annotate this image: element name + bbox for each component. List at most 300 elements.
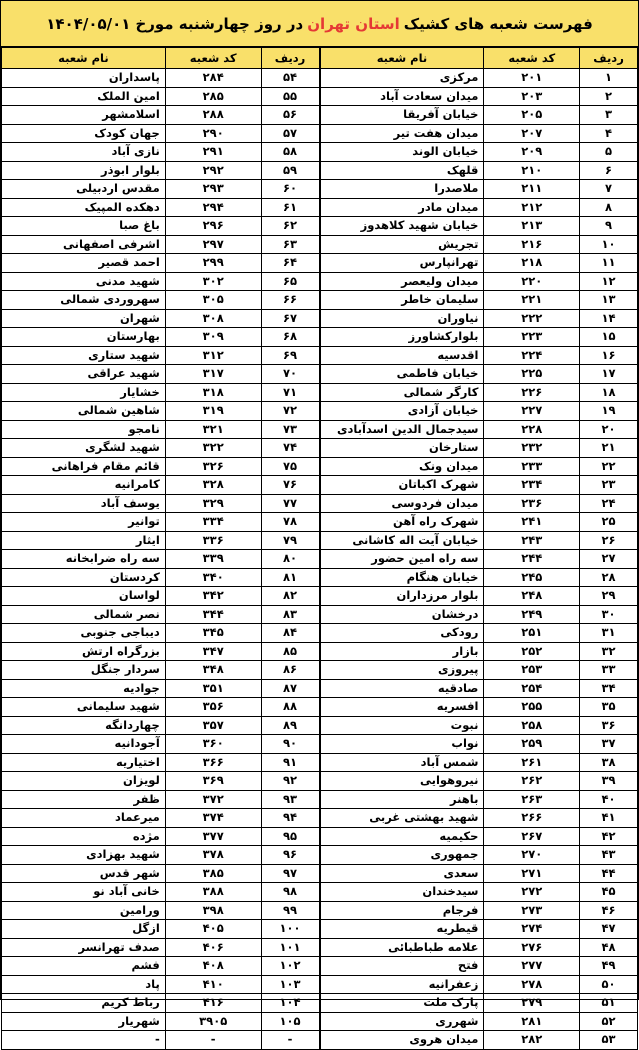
table-row bbox=[2, 735, 320, 754]
row-number: ۶۴ bbox=[261, 254, 319, 273]
branch-code: ۲۲۲ bbox=[484, 309, 580, 328]
header-branch-name: نام شعبه bbox=[2, 48, 166, 69]
row-number: ۵۶ bbox=[261, 106, 319, 125]
branch-code: ۲۰۳ bbox=[484, 87, 580, 106]
branch-name: پاسداران bbox=[2, 69, 166, 88]
table-row bbox=[2, 809, 320, 828]
branch-name: خیابان آفریقا bbox=[320, 106, 484, 125]
table-row bbox=[320, 550, 638, 569]
table-row bbox=[320, 272, 638, 291]
branch-name: امین الملک bbox=[2, 87, 166, 106]
branch-code: ۲۷۳ bbox=[484, 901, 580, 920]
branch-name: شهید ستاری bbox=[2, 346, 166, 365]
table-row bbox=[2, 716, 320, 735]
branch-code: ۲۴۹ bbox=[484, 605, 580, 624]
row-number: ۱۰۳ bbox=[261, 975, 319, 994]
branch-name: ورامین bbox=[2, 901, 166, 920]
row-number: ۷۲ bbox=[261, 402, 319, 421]
branch-name: بهارستان bbox=[2, 328, 166, 347]
branch-name: بلوار مرزداران bbox=[320, 587, 484, 606]
branch-name: یوسف آباد bbox=[2, 494, 166, 513]
branch-code: ۲۲۳ bbox=[484, 328, 580, 347]
branch-code: ۳۰۲ bbox=[165, 272, 261, 291]
row-number: ۶ bbox=[580, 161, 638, 180]
row-number: ۹ bbox=[580, 217, 638, 236]
branch-code: ۳۲۱ bbox=[165, 420, 261, 439]
row-number: ۸۶ bbox=[261, 661, 319, 680]
table-row bbox=[320, 531, 638, 550]
row-number: ۸۸ bbox=[261, 698, 319, 717]
branch-name: نیاوران bbox=[320, 309, 484, 328]
branch-code: ۲۵۴ bbox=[484, 679, 580, 698]
title-mid: در روز چهارشنبه مورخ bbox=[135, 14, 304, 33]
table-row bbox=[2, 827, 320, 846]
branch-code: ۲۸۵ bbox=[165, 87, 261, 106]
branch-code: ۲۷۸ bbox=[484, 975, 580, 994]
branch-code: ۳۲۹ bbox=[165, 494, 261, 513]
row-number: - bbox=[261, 1031, 319, 1050]
branch-name: آجودانیه bbox=[2, 735, 166, 754]
branch-name: خیابان آیت اله کاشانی bbox=[320, 531, 484, 550]
branch-name: ایثار bbox=[2, 531, 166, 550]
branch-name: سهروردی شمالی bbox=[2, 291, 166, 310]
branch-code: ۲۳۶ bbox=[484, 494, 580, 513]
branch-code: ۲۳۴ bbox=[484, 476, 580, 495]
row-number: ۳۶ bbox=[580, 716, 638, 735]
branch-code: ۲۹۷ bbox=[165, 235, 261, 254]
row-number: ۲۷ bbox=[580, 550, 638, 569]
branch-name: خیابان فاطمی bbox=[320, 365, 484, 384]
row-number: ۸۰ bbox=[261, 550, 319, 569]
table-row bbox=[2, 605, 320, 624]
branch-name: ظفر bbox=[2, 790, 166, 809]
row-number: ۱۲ bbox=[580, 272, 638, 291]
table-row bbox=[2, 846, 320, 865]
branch-name: تهرانپارس bbox=[320, 254, 484, 273]
branch-code: ۳۷۷ bbox=[165, 827, 261, 846]
row-number: ۷۴ bbox=[261, 439, 319, 458]
branch-name: شهر قدس bbox=[2, 864, 166, 883]
branch-name: اسلامشهر bbox=[2, 106, 166, 125]
table-row bbox=[320, 328, 638, 347]
branch-name: - bbox=[2, 1031, 166, 1050]
branch-name: حکیمیه bbox=[320, 827, 484, 846]
branch-code: ۳۷۲ bbox=[165, 790, 261, 809]
branch-code: ۲۷۴ bbox=[484, 920, 580, 939]
title-highlight: استان تهران bbox=[307, 14, 400, 33]
branch-code: ۲۰۷ bbox=[484, 124, 580, 143]
table-row bbox=[320, 624, 638, 643]
branch-code: ۳۰۸ bbox=[165, 309, 261, 328]
branch-code: ۲۲۶ bbox=[484, 383, 580, 402]
row-number: ۲۲ bbox=[580, 457, 638, 476]
branch-code: ۳۳۴ bbox=[165, 513, 261, 532]
table-row bbox=[320, 439, 638, 458]
row-number: ۹۷ bbox=[261, 864, 319, 883]
table-row bbox=[2, 328, 320, 347]
row-number: ۲ bbox=[580, 87, 638, 106]
row-number: ۶۳ bbox=[261, 235, 319, 254]
branch-code: ۲۳۲ bbox=[484, 439, 580, 458]
table-row bbox=[2, 587, 320, 606]
branch-code: ۳۴۵ bbox=[165, 624, 261, 643]
table-row bbox=[2, 272, 320, 291]
branch-name: مژده bbox=[2, 827, 166, 846]
table-row bbox=[2, 753, 320, 772]
row-number: ۴۳ bbox=[580, 846, 638, 865]
table-row bbox=[2, 402, 320, 421]
row-number: ۳۰ bbox=[580, 605, 638, 624]
branch-name: قیطریه bbox=[320, 920, 484, 939]
row-number: ۴۹ bbox=[580, 957, 638, 976]
branch-name: شهران bbox=[2, 309, 166, 328]
branch-name: باغ صبا bbox=[2, 217, 166, 236]
row-number: ۴۸ bbox=[580, 938, 638, 957]
table-header-row bbox=[2, 48, 320, 69]
row-number: ۵ bbox=[580, 143, 638, 162]
row-number: ۸۵ bbox=[261, 642, 319, 661]
table-row bbox=[320, 476, 638, 495]
branch-name: اقدسیه bbox=[320, 346, 484, 365]
branch-code: ۲۲۰ bbox=[484, 272, 580, 291]
branch-code: ۲۸۴ bbox=[165, 69, 261, 88]
table-row bbox=[320, 679, 638, 698]
branch-code: ۲۲۵ bbox=[484, 365, 580, 384]
table-row bbox=[320, 346, 638, 365]
row-number: ۴۲ bbox=[580, 827, 638, 846]
table-row bbox=[320, 883, 638, 902]
branch-name: توانیر bbox=[2, 513, 166, 532]
branch-name: شهید بهشتی غربی bbox=[320, 809, 484, 828]
row-number: ۵۵ bbox=[261, 87, 319, 106]
table-row bbox=[320, 642, 638, 661]
table-row bbox=[2, 624, 320, 643]
table-row bbox=[2, 550, 320, 569]
branch-name: شهرک اکباتان bbox=[320, 476, 484, 495]
branch-name: سیدخندان bbox=[320, 883, 484, 902]
row-number: ۷۵ bbox=[261, 457, 319, 476]
table-row bbox=[320, 494, 638, 513]
branch-code: ۲۴۸ bbox=[484, 587, 580, 606]
branch-code: ۲۶۳ bbox=[484, 790, 580, 809]
branch-code: ۲۷۲ bbox=[484, 883, 580, 902]
branch-code: ۲۰۹ bbox=[484, 143, 580, 162]
row-number: ۲۹ bbox=[580, 587, 638, 606]
branch-code: ۲۳۳ bbox=[484, 457, 580, 476]
row-number: ۱۰ bbox=[580, 235, 638, 254]
table-row bbox=[320, 513, 638, 532]
branch-code: ۲۹۰ bbox=[165, 124, 261, 143]
branch-code: ۲۷۶ bbox=[484, 938, 580, 957]
row-number: ۳۱ bbox=[580, 624, 638, 643]
row-number: ۴۷ bbox=[580, 920, 638, 939]
row-number: ۷۱ bbox=[261, 383, 319, 402]
row-number: ۳ bbox=[580, 106, 638, 125]
branch-code: ۳۴۸ bbox=[165, 661, 261, 680]
row-number: ۵۲ bbox=[580, 1012, 638, 1031]
branch-code: ۳۱۷ bbox=[165, 365, 261, 384]
table-row bbox=[2, 291, 320, 310]
branch-code: ۳۵۱ bbox=[165, 679, 261, 698]
row-number: ۴ bbox=[580, 124, 638, 143]
table-row bbox=[320, 957, 638, 976]
table-row bbox=[320, 901, 638, 920]
branch-code: ۳۱۸ bbox=[165, 383, 261, 402]
branch-name: سعدی bbox=[320, 864, 484, 883]
row-number: ۱۳ bbox=[580, 291, 638, 310]
table-header-row bbox=[320, 48, 638, 69]
table-row bbox=[320, 938, 638, 957]
table-row bbox=[320, 827, 638, 846]
table-row bbox=[2, 439, 320, 458]
table-row bbox=[2, 457, 320, 476]
branch-name: ستارخان bbox=[320, 439, 484, 458]
header-branch-name: نام شعبه bbox=[320, 48, 484, 69]
table-row bbox=[2, 143, 320, 162]
branch-code: ۲۷۹ bbox=[484, 994, 580, 1013]
branch-name: کامرانیه bbox=[2, 476, 166, 495]
table-row bbox=[320, 180, 638, 199]
branch-code: ۲۹۱ bbox=[165, 143, 261, 162]
table-row bbox=[2, 642, 320, 661]
branch-name: اشرفی اصفهانی bbox=[2, 235, 166, 254]
table-row bbox=[2, 69, 320, 88]
row-number: ۵۱ bbox=[580, 994, 638, 1013]
branch-name: احمد قصیر bbox=[2, 254, 166, 273]
branch-name: میدان فردوسی bbox=[320, 494, 484, 513]
branch-code: ۲۱۰ bbox=[484, 161, 580, 180]
branch-name: شهید سلیمانی bbox=[2, 698, 166, 717]
table-row bbox=[320, 291, 638, 310]
table-row bbox=[320, 735, 638, 754]
table-row bbox=[320, 920, 638, 939]
branch-name: میدان هفت تیر bbox=[320, 124, 484, 143]
row-number: ۹۲ bbox=[261, 772, 319, 791]
table-row bbox=[320, 198, 638, 217]
branch-name: خشایار bbox=[2, 383, 166, 402]
table-row bbox=[320, 420, 638, 439]
table-row bbox=[2, 476, 320, 495]
row-number: ۱۰۰ bbox=[261, 920, 319, 939]
row-number: ۶۵ bbox=[261, 272, 319, 291]
branch-name: بلوار ابوذر bbox=[2, 161, 166, 180]
table-row bbox=[320, 587, 638, 606]
row-number: ۱۷ bbox=[580, 365, 638, 384]
table-row bbox=[320, 309, 638, 328]
table-row bbox=[2, 180, 320, 199]
branch-name: خیابان شهید کلاهدوز bbox=[320, 217, 484, 236]
branch-code: ۲۱۸ bbox=[484, 254, 580, 273]
branch-name: پارک ملت bbox=[320, 994, 484, 1013]
row-number: ۱۰۱ bbox=[261, 938, 319, 957]
row-number: ۸۳ bbox=[261, 605, 319, 624]
table-row bbox=[320, 809, 638, 828]
table-row bbox=[2, 772, 320, 791]
branch-code: ۳۹۸ bbox=[165, 901, 261, 920]
row-number: ۷۶ bbox=[261, 476, 319, 495]
branch-name: سلیمان خاطر bbox=[320, 291, 484, 310]
branch-name: باهنر bbox=[320, 790, 484, 809]
branch-name: فشم bbox=[2, 957, 166, 976]
branch-code: ۳۸۸ bbox=[165, 883, 261, 902]
row-number: ۶۱ bbox=[261, 198, 319, 217]
branch-code: - bbox=[165, 1031, 261, 1050]
table-row bbox=[2, 346, 320, 365]
branch-code: ۳۰۵ bbox=[165, 291, 261, 310]
branch-code: ۳۳۶ bbox=[165, 531, 261, 550]
row-number: ۳۹ bbox=[580, 772, 638, 791]
branch-name: شهرری bbox=[320, 1012, 484, 1031]
branch-code: ۴۰۶ bbox=[165, 938, 261, 957]
row-number: ۷۹ bbox=[261, 531, 319, 550]
branch-name: شهید بهزادی bbox=[2, 846, 166, 865]
row-number: ۶۰ bbox=[261, 180, 319, 199]
branch-table-left bbox=[1, 47, 320, 1050]
branch-code: ۳۲۸ bbox=[165, 476, 261, 495]
branch-name: رباط کریم bbox=[2, 994, 166, 1013]
row-number: ۶۷ bbox=[261, 309, 319, 328]
table-row bbox=[2, 920, 320, 939]
row-number: ۱۰۴ bbox=[261, 994, 319, 1013]
branch-name: فرجام bbox=[320, 901, 484, 920]
branch-name: شاهین شمالی bbox=[2, 402, 166, 421]
branch-name: افسریه bbox=[320, 698, 484, 717]
row-number: ۵۹ bbox=[261, 161, 319, 180]
table-row bbox=[320, 716, 638, 735]
row-number: ۹۳ bbox=[261, 790, 319, 809]
branch-name: مرکزی bbox=[320, 69, 484, 88]
branch-name: سردار جنگل bbox=[2, 661, 166, 680]
row-number: ۴۶ bbox=[580, 901, 638, 920]
branch-code: ۲۲۸ bbox=[484, 420, 580, 439]
row-number: ۹۰ bbox=[261, 735, 319, 754]
branch-name: مقدس اردبیلی bbox=[2, 180, 166, 199]
branch-name: میدان ولیعصر bbox=[320, 272, 484, 291]
branch-code: ۳۷۴ bbox=[165, 809, 261, 828]
branch-name: خیابان الوند bbox=[320, 143, 484, 162]
row-number: ۵۷ bbox=[261, 124, 319, 143]
row-number: ۸۴ bbox=[261, 624, 319, 643]
branch-name: نواب bbox=[320, 735, 484, 754]
table-row bbox=[2, 994, 320, 1013]
branch-code: ۳۳۹ bbox=[165, 550, 261, 569]
row-number: ۵۰ bbox=[580, 975, 638, 994]
table-row bbox=[2, 161, 320, 180]
table-row bbox=[2, 975, 320, 994]
branch-code: ۲۷۱ bbox=[484, 864, 580, 883]
branch-code: ۳۹۰۵ bbox=[165, 1012, 261, 1031]
table-row bbox=[320, 87, 638, 106]
branch-name: لواسان bbox=[2, 587, 166, 606]
row-number: ۱۰۲ bbox=[261, 957, 319, 976]
header-row-number: ردیف bbox=[580, 48, 638, 69]
branch-code: ۴۱۶ bbox=[165, 994, 261, 1013]
table-row bbox=[2, 124, 320, 143]
table-row bbox=[320, 365, 638, 384]
branch-name: ملاصدرا bbox=[320, 180, 484, 199]
branch-name: دهکده المپیک bbox=[2, 198, 166, 217]
table-row bbox=[320, 568, 638, 587]
table-row bbox=[320, 994, 638, 1013]
branch-code: ۲۲۱ bbox=[484, 291, 580, 310]
table-row bbox=[2, 365, 320, 384]
branch-code: ۲۵۵ bbox=[484, 698, 580, 717]
row-number: ۳۷ bbox=[580, 735, 638, 754]
branch-code: ۲۶۶ bbox=[484, 809, 580, 828]
table-row bbox=[2, 679, 320, 698]
branch-code: ۲۹۹ bbox=[165, 254, 261, 273]
table-row bbox=[320, 975, 638, 994]
branch-code: ۲۵۳ bbox=[484, 661, 580, 680]
branch-name: شهید لشگری bbox=[2, 439, 166, 458]
title-date: ۱۴۰۴/۰۵/۰۱ bbox=[46, 14, 131, 33]
table-row bbox=[320, 864, 638, 883]
branch-code: ۳۲۲ bbox=[165, 439, 261, 458]
table-row bbox=[2, 864, 320, 883]
branch-code: ۲۱۲ bbox=[484, 198, 580, 217]
branch-name: صدف تهرانسر bbox=[2, 938, 166, 957]
branch-code: ۲۶۲ bbox=[484, 772, 580, 791]
branch-name: اختیاریه bbox=[2, 753, 166, 772]
branch-code: ۲۴۱ bbox=[484, 513, 580, 532]
branch-code: ۲۵۲ bbox=[484, 642, 580, 661]
table-row bbox=[2, 957, 320, 976]
branch-code: ۳۴۲ bbox=[165, 587, 261, 606]
row-number: ۱۴ bbox=[580, 309, 638, 328]
table-row bbox=[2, 661, 320, 680]
branch-code: ۳۴۷ bbox=[165, 642, 261, 661]
row-number: ۳۴ bbox=[580, 679, 638, 698]
branch-code: ۳۶۶ bbox=[165, 753, 261, 772]
table-row bbox=[320, 790, 638, 809]
table-row bbox=[2, 698, 320, 717]
table-row bbox=[320, 605, 638, 624]
branch-name: میدان ونک bbox=[320, 457, 484, 476]
branch-name: کارگر شمالی bbox=[320, 383, 484, 402]
branch-code: ۴۱۰ bbox=[165, 975, 261, 994]
branch-code: ۳۲۶ bbox=[165, 457, 261, 476]
table-row bbox=[2, 494, 320, 513]
row-number: ۹۶ bbox=[261, 846, 319, 865]
branch-name: نامجو bbox=[2, 420, 166, 439]
table-row bbox=[2, 513, 320, 532]
table-row bbox=[2, 790, 320, 809]
table-row bbox=[320, 661, 638, 680]
branch-name: نازی آباد bbox=[2, 143, 166, 162]
row-number: ۳۳ bbox=[580, 661, 638, 680]
table-row bbox=[2, 383, 320, 402]
branch-name: جوادیه bbox=[2, 679, 166, 698]
branch-name: شهید مدنی bbox=[2, 272, 166, 291]
branch-name: کردستان bbox=[2, 568, 166, 587]
branch-code: ۴۰۸ bbox=[165, 957, 261, 976]
row-number: ۷۳ bbox=[261, 420, 319, 439]
table-row bbox=[320, 69, 638, 88]
branch-name: میدان مادر bbox=[320, 198, 484, 217]
branch-tables bbox=[1, 47, 638, 1050]
row-number: ۷۰ bbox=[261, 365, 319, 384]
row-number: ۸۹ bbox=[261, 716, 319, 735]
row-number: ۲۸ bbox=[580, 568, 638, 587]
branch-code: ۲۴۳ bbox=[484, 531, 580, 550]
branch-name: بزرگراه ارتش bbox=[2, 642, 166, 661]
table-row bbox=[320, 457, 638, 476]
row-number: ۲۴ bbox=[580, 494, 638, 513]
table-row bbox=[2, 883, 320, 902]
table-row bbox=[2, 420, 320, 439]
row-number: ۷۷ bbox=[261, 494, 319, 513]
row-number: ۳۵ bbox=[580, 698, 638, 717]
